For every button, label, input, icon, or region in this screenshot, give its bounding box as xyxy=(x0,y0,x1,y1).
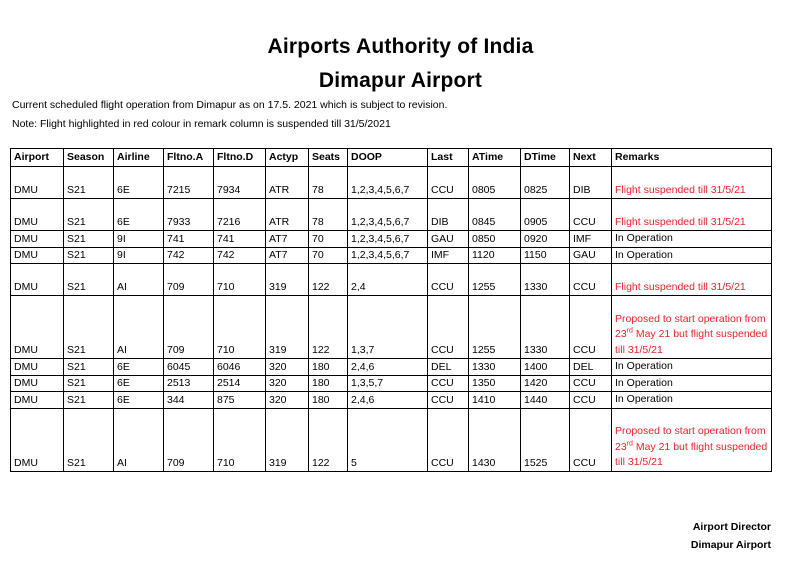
column-header: DOOP xyxy=(348,149,428,167)
cell-next: GAU xyxy=(570,247,612,264)
cell-dtime: 1440 xyxy=(521,392,570,409)
cell-airline: 6E xyxy=(114,359,164,376)
cell-season: S21 xyxy=(64,375,114,392)
signatory-title: Airport Director xyxy=(692,521,771,533)
cell-remarks: In Operation xyxy=(612,375,772,392)
cell-airport: DMU xyxy=(11,359,64,376)
column-header: Remarks xyxy=(612,149,772,167)
cell-dtime: 0905 xyxy=(521,199,570,231)
table-row xyxy=(11,231,772,248)
cell-next: CCU xyxy=(570,296,612,359)
cell-seats: 78 xyxy=(309,199,348,231)
cell-doop: 1,2,3,4,5,6,7 xyxy=(348,231,428,248)
column-header: Next xyxy=(570,149,612,167)
table-row xyxy=(11,375,772,392)
cell-fltno-d: 2514 xyxy=(214,375,266,392)
cell-airline: 6E xyxy=(114,375,164,392)
table-row xyxy=(11,408,772,471)
cell-airline: 6E xyxy=(114,167,164,199)
cell-fltno-a: 709 xyxy=(164,408,214,471)
column-header: Last xyxy=(428,149,469,167)
cell-fltno-a: 6045 xyxy=(164,359,214,376)
cell-doop: 2,4,6 xyxy=(348,359,428,376)
table-row xyxy=(11,296,772,359)
cell-atime: 1255 xyxy=(469,264,521,296)
schedule-note: Current scheduled flight operation from Dimapur as on 17.5. 2021 which is subject to revision. xyxy=(12,99,448,111)
page-subtitle: Dimapur Airport xyxy=(318,69,483,92)
cell-actyp: 319 xyxy=(266,264,309,296)
cell-actyp: 319 xyxy=(266,296,309,359)
table-row xyxy=(11,247,772,264)
cell-fltno-a: 344 xyxy=(164,392,214,409)
cell-season: S21 xyxy=(64,359,114,376)
cell-airline: AI xyxy=(114,264,164,296)
column-header: DTime xyxy=(521,149,570,167)
cell-fltno-d: 7934 xyxy=(214,167,266,199)
cell-next: DEL xyxy=(570,359,612,376)
cell-airport: DMU xyxy=(11,247,64,264)
cell-airport: DMU xyxy=(11,375,64,392)
table-row xyxy=(11,167,772,199)
cell-last: CCU xyxy=(428,264,469,296)
cell-airline: 6E xyxy=(114,199,164,231)
cell-atime: 1350 xyxy=(469,375,521,392)
cell-dtime: 1420 xyxy=(521,375,570,392)
cell-dtime: 0825 xyxy=(521,167,570,199)
cell-atime: 0850 xyxy=(469,231,521,248)
cell-last: CCU xyxy=(428,296,469,359)
cell-atime: 1430 xyxy=(469,408,521,471)
column-header: Airline xyxy=(114,149,164,167)
cell-atime: 1255 xyxy=(469,296,521,359)
cell-fltno-a: 741 xyxy=(164,231,214,248)
cell-season: S21 xyxy=(64,231,114,248)
cell-fltno-a: 709 xyxy=(164,296,214,359)
cell-fltno-d: 710 xyxy=(214,264,266,296)
cell-fltno-d: 6046 xyxy=(214,359,266,376)
cell-airport: DMU xyxy=(11,231,64,248)
cell-next: CCU xyxy=(570,375,612,392)
cell-airport: DMU xyxy=(11,167,64,199)
cell-remarks: Proposed to start operation from 23rd May 21 but flight suspended till 31/5/21 xyxy=(612,408,772,471)
cell-remarks: In Operation xyxy=(612,247,772,264)
cell-fltno-a: 709 xyxy=(164,264,214,296)
column-header: Airport xyxy=(11,149,64,167)
suspension-note: Note: Flight highlighted in red colour in remark column is suspended till 31/5/2021 xyxy=(12,118,391,130)
cell-doop: 1,2,3,4,5,6,7 xyxy=(348,167,428,199)
cell-remarks: In Operation xyxy=(612,359,772,376)
page-title: Airports Authority of India xyxy=(267,35,534,58)
cell-last: CCU xyxy=(428,392,469,409)
cell-airline: AI xyxy=(114,408,164,471)
cell-season: S21 xyxy=(64,167,114,199)
cell-seats: 78 xyxy=(309,167,348,199)
cell-doop: 2,4,6 xyxy=(348,392,428,409)
column-header: Fltno.D xyxy=(214,149,266,167)
cell-fltno-d: 875 xyxy=(214,392,266,409)
cell-next: CCU xyxy=(570,408,612,471)
cell-airport: DMU xyxy=(11,199,64,231)
cell-atime: 0845 xyxy=(469,199,521,231)
cell-airport: DMU xyxy=(11,264,64,296)
cell-actyp: ATR xyxy=(266,167,309,199)
column-header: Seats xyxy=(309,149,348,167)
column-header: Season xyxy=(64,149,114,167)
column-header: Actyp xyxy=(266,149,309,167)
cell-actyp: AT7 xyxy=(266,247,309,264)
cell-fltno-a: 7933 xyxy=(164,199,214,231)
cell-atime: 0805 xyxy=(469,167,521,199)
cell-airport: DMU xyxy=(11,392,64,409)
cell-last: IMF xyxy=(428,247,469,264)
cell-fltno-a: 7215 xyxy=(164,167,214,199)
cell-season: S21 xyxy=(64,199,114,231)
cell-last: DIB xyxy=(428,199,469,231)
cell-seats: 122 xyxy=(309,408,348,471)
cell-actyp: AT7 xyxy=(266,231,309,248)
cell-seats: 122 xyxy=(309,296,348,359)
cell-season: S21 xyxy=(64,392,114,409)
cell-dtime: 1400 xyxy=(521,359,570,376)
cell-remarks: In Operation xyxy=(612,231,772,248)
cell-remarks: Flight suspended till 31/5/21 xyxy=(612,264,772,296)
cell-airline: AI xyxy=(114,296,164,359)
cell-dtime: 1330 xyxy=(521,296,570,359)
cell-doop: 1,3,7 xyxy=(348,296,428,359)
cell-last: GAU xyxy=(428,231,469,248)
cell-seats: 180 xyxy=(309,359,348,376)
cell-seats: 180 xyxy=(309,392,348,409)
table-header-row xyxy=(11,149,772,167)
cell-next: IMF xyxy=(570,231,612,248)
column-header: Fltno.A xyxy=(164,149,214,167)
table-row xyxy=(11,264,772,296)
cell-doop: 1,3,5,7 xyxy=(348,375,428,392)
cell-actyp: ATR xyxy=(266,199,309,231)
cell-dtime: 1330 xyxy=(521,264,570,296)
cell-dtime: 0920 xyxy=(521,231,570,248)
cell-remarks: In Operation xyxy=(612,392,772,409)
column-header: ATime xyxy=(469,149,521,167)
cell-atime: 1120 xyxy=(469,247,521,264)
cell-next: DIB xyxy=(570,167,612,199)
cell-airline: 9I xyxy=(114,247,164,264)
cell-airline: 9I xyxy=(114,231,164,248)
cell-last: CCU xyxy=(428,375,469,392)
cell-atime: 1410 xyxy=(469,392,521,409)
cell-fltno-d: 710 xyxy=(214,408,266,471)
cell-dtime: 1525 xyxy=(521,408,570,471)
cell-actyp: 319 xyxy=(266,408,309,471)
cell-doop: 1,2,3,4,5,6,7 xyxy=(348,199,428,231)
cell-season: S21 xyxy=(64,296,114,359)
cell-doop: 2,4 xyxy=(348,264,428,296)
cell-next: CCU xyxy=(570,392,612,409)
cell-last: CCU xyxy=(428,167,469,199)
cell-last: CCU xyxy=(428,408,469,471)
cell-fltno-d: 742 xyxy=(214,247,266,264)
cell-fltno-a: 742 xyxy=(164,247,214,264)
signatory-place: Dimapur Airport xyxy=(690,539,771,551)
cell-airline: 6E xyxy=(114,392,164,409)
cell-actyp: 320 xyxy=(266,375,309,392)
cell-remarks: Flight suspended till 31/5/21 xyxy=(612,199,772,231)
cell-airport: DMU xyxy=(11,408,64,471)
cell-fltno-d: 7216 xyxy=(214,199,266,231)
cell-dtime: 1150 xyxy=(521,247,570,264)
table-row xyxy=(11,199,772,231)
cell-remarks: Flight suspended till 31/5/21 xyxy=(612,167,772,199)
cell-fltno-d: 741 xyxy=(214,231,266,248)
cell-seats: 70 xyxy=(309,247,348,264)
cell-atime: 1330 xyxy=(469,359,521,376)
cell-season: S21 xyxy=(64,264,114,296)
cell-actyp: 320 xyxy=(266,392,309,409)
cell-airport: DMU xyxy=(11,296,64,359)
cell-seats: 180 xyxy=(309,375,348,392)
table-row xyxy=(11,359,772,376)
table-row xyxy=(11,392,772,409)
cell-fltno-a: 2513 xyxy=(164,375,214,392)
cell-doop: 1,2,3,4,5,6,7 xyxy=(348,247,428,264)
cell-fltno-d: 710 xyxy=(214,296,266,359)
cell-season: S21 xyxy=(64,408,114,471)
cell-seats: 70 xyxy=(309,231,348,248)
flight-schedule-table xyxy=(10,148,772,472)
cell-actyp: 320 xyxy=(266,359,309,376)
cell-season: S21 xyxy=(64,247,114,264)
cell-next: CCU xyxy=(570,199,612,231)
cell-next: CCU xyxy=(570,264,612,296)
cell-seats: 122 xyxy=(309,264,348,296)
cell-doop: 5 xyxy=(348,408,428,471)
cell-last: DEL xyxy=(428,359,469,376)
cell-remarks: Proposed to start operation from 23rd May 21 but flight suspended till 31/5/21 xyxy=(612,296,772,359)
